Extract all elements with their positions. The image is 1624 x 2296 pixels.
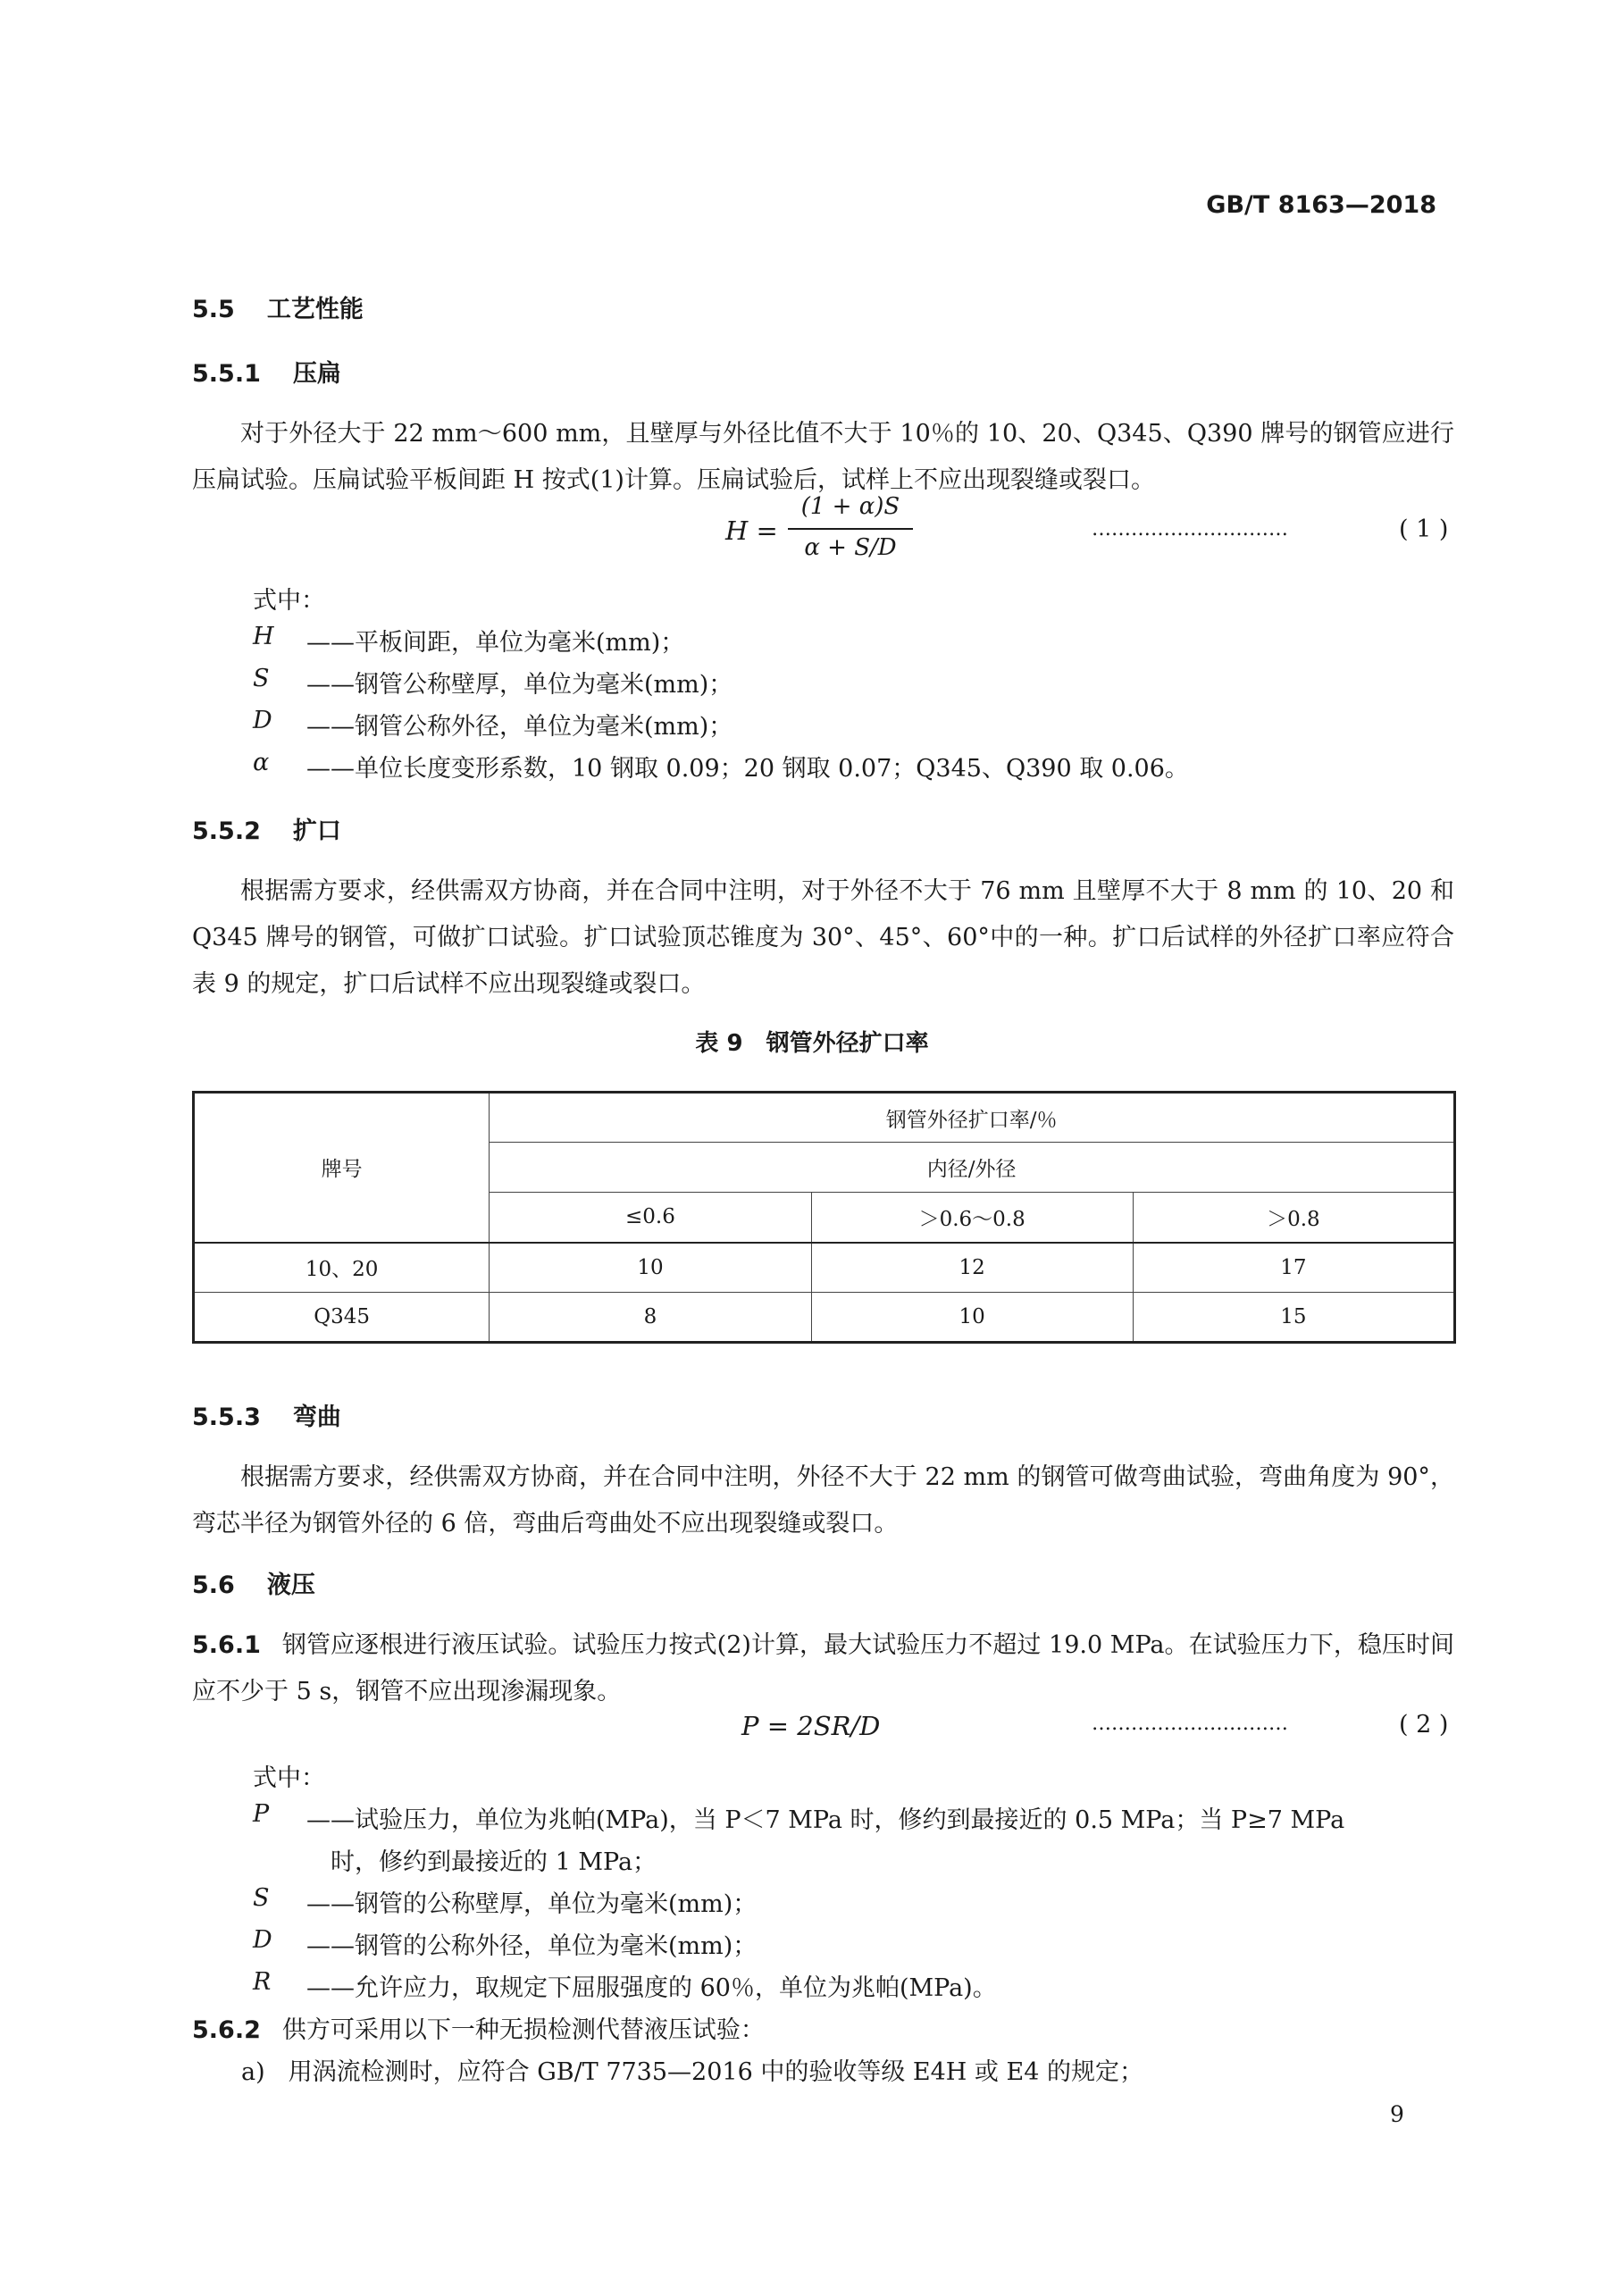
- def-text: ——钢管的公称外径，单位为毫米(mm)；: [306, 1932, 758, 1960]
- section-5-5-1-heading: [192, 354, 341, 389]
- section-5-5-2-heading: [192, 811, 341, 846]
- list-item-label: a): [241, 2058, 265, 2086]
- header-subcol: ＞0.8: [1133, 1193, 1454, 1243]
- formula-1-fraction-bar: [788, 528, 913, 530]
- section-number: 5.5.3: [192, 1404, 261, 1431]
- table-row: [194, 1293, 1455, 1343]
- section-5-5-3-heading: [192, 1397, 341, 1432]
- def-text: ——允许应力，取规定下屈服强度的 60％，单位为兆帕(MPa)。: [306, 1974, 997, 2002]
- header-subcol: ＞0.6～0.8: [811, 1193, 1133, 1243]
- paragraph-text: 钢管应逐根进行液压试验。试验压力按式(2)计算，最大试验压力不超过 19.0 MPa。在试验压力下，稳压时间应不少于 5 s，钢管不应出现渗漏现象。: [192, 1631, 1454, 1705]
- def-text: ——钢管公称外径，单位为毫米(mm)；: [306, 713, 733, 741]
- page-number: 9: [1390, 2101, 1404, 2127]
- cell-value: 17: [1133, 1243, 1454, 1293]
- cell-value: 12: [811, 1243, 1133, 1293]
- def-symbol: S: [253, 1884, 270, 1912]
- def-text: ——钢管公称壁厚，单位为毫米(mm)；: [306, 671, 733, 699]
- header-flaring-rate: 钢管外径扩口率/％: [490, 1093, 1455, 1143]
- def-text: ——试验压力，单位为兆帕(MPa)，当 P＜7 MPa 时，修约到最接近的 0.5 MPa；当 P≥7 MPa: [306, 1806, 1345, 1834]
- paragraph-bending: 根据需方要求，经供需双方协商，并在合同中注明，外径不大于 22 mm 的钢管可做弯曲试验，弯曲角度为 90°，弯芯半径为钢管外径的 6 倍，弯曲后弯曲处不应出现裂缝或裂口。: [192, 1463, 1454, 1538]
- section-5-5-heading: [192, 289, 364, 324]
- formula-2-number: ( 2 ): [1399, 1711, 1449, 1739]
- table-9-caption: 表 9 钢管外径扩口率: [695, 1030, 929, 1057]
- paragraph-flaring: 根据需方要求，经供需双方协商，并在合同中注明，对于外径不大于 76 mm 且壁厚不大于 8 mm 的 10、20 和 Q345 牌号的钢管，可做扩口试验。扩口试验顶芯锥度为 30°、45°、60°中的一种。扩口后试样的外径扩口率应符合表 9 的规定，扩口后试样不应出现裂缝或裂口。: [192, 877, 1454, 998]
- paragraph-text: 供方可采用以下一种无损检测代替液压试验：: [281, 2016, 765, 2044]
- list-item-text: 用涡流检测时，应符合 GB/T 7735—2016 中的验收等级 E4H 或 E4 的规定；: [288, 2058, 1143, 2086]
- paragraph-ndt: [192, 2010, 765, 2045]
- section-number: 5.6: [192, 1571, 235, 1599]
- formula-1-number: ( 1 ): [1399, 515, 1449, 543]
- section-title: 液压: [266, 1571, 315, 1599]
- table-row: [194, 1243, 1455, 1293]
- header-grade: 牌号: [194, 1093, 490, 1243]
- def-symbol: H: [253, 623, 274, 650]
- standard-code: GB/T 8163—2018: [1206, 191, 1436, 219]
- formula-1-denominator: α + S/D: [804, 534, 897, 561]
- def-symbol: R: [253, 1968, 272, 1996]
- paragraph-flattening: 对于外径大于 22 mm～600 mm，且壁厚与外径比值不大于 10％的 10、20、Q345、Q390 牌号的钢管应进行压扁试验。压扁试验平板间距 H 按式(1)计算。压扁试验后，试样上不应出现裂缝或裂口。: [192, 420, 1454, 494]
- where-label: 式中：: [253, 1764, 325, 1792]
- def-symbol: P: [253, 1800, 270, 1828]
- section-number: 5.6.2: [192, 2016, 261, 2044]
- section-number: 5.5: [192, 296, 235, 323]
- def-symbol: α: [253, 749, 270, 776]
- section-title: 扩口: [292, 817, 341, 845]
- def-symbol: S: [253, 665, 270, 692]
- section-number: 5.5.1: [192, 360, 261, 388]
- cell-grade: Q345: [194, 1293, 490, 1343]
- section-title: 压扁: [292, 360, 341, 388]
- cell-value: 10: [811, 1293, 1133, 1343]
- def-symbol: D: [253, 1926, 272, 1954]
- where-label: 式中：: [253, 587, 325, 615]
- cell-value: 15: [1133, 1293, 1454, 1343]
- cell-value: 8: [490, 1293, 811, 1343]
- def-text-continued: 时，修约到最接近的 1 MPa；: [331, 1848, 657, 1876]
- section-title: 弯曲: [292, 1404, 341, 1431]
- cell-value: 10: [490, 1243, 811, 1293]
- formula-2: P = 2SR/D: [741, 1711, 881, 1741]
- section-number: 5.6.1: [192, 1631, 261, 1659]
- def-text: ——单位长度变形系数，10 钢取 0.09；20 钢取 0.07；Q345、Q390 取 0.06。: [306, 755, 1189, 783]
- section-number: 5.5.2: [192, 817, 261, 845]
- formula-1-lhs: H =: [725, 515, 778, 546]
- section-5-6-heading: [192, 1565, 315, 1600]
- def-text: ——钢管的公称壁厚，单位为毫米(mm)；: [306, 1890, 758, 1918]
- formula-2-leader-dots: …………………………: [1092, 1713, 1288, 1735]
- table-9: [192, 1091, 1456, 1344]
- header-ratio: 内径/外径: [490, 1143, 1455, 1193]
- def-text: ——平板间距，单位为毫米(mm)；: [306, 629, 685, 657]
- formula-1-numerator: (1 + α)S: [800, 493, 900, 520]
- header-subcol: ≤0.6: [490, 1193, 811, 1243]
- formula-1-leader-dots: …………………………: [1092, 518, 1288, 540]
- paragraph-hydro: [192, 1622, 1454, 1715]
- section-title: 工艺性能: [266, 296, 364, 323]
- list-item-a: [241, 2052, 1143, 2087]
- def-symbol: D: [253, 707, 272, 734]
- cell-grade: 10、20: [194, 1243, 490, 1293]
